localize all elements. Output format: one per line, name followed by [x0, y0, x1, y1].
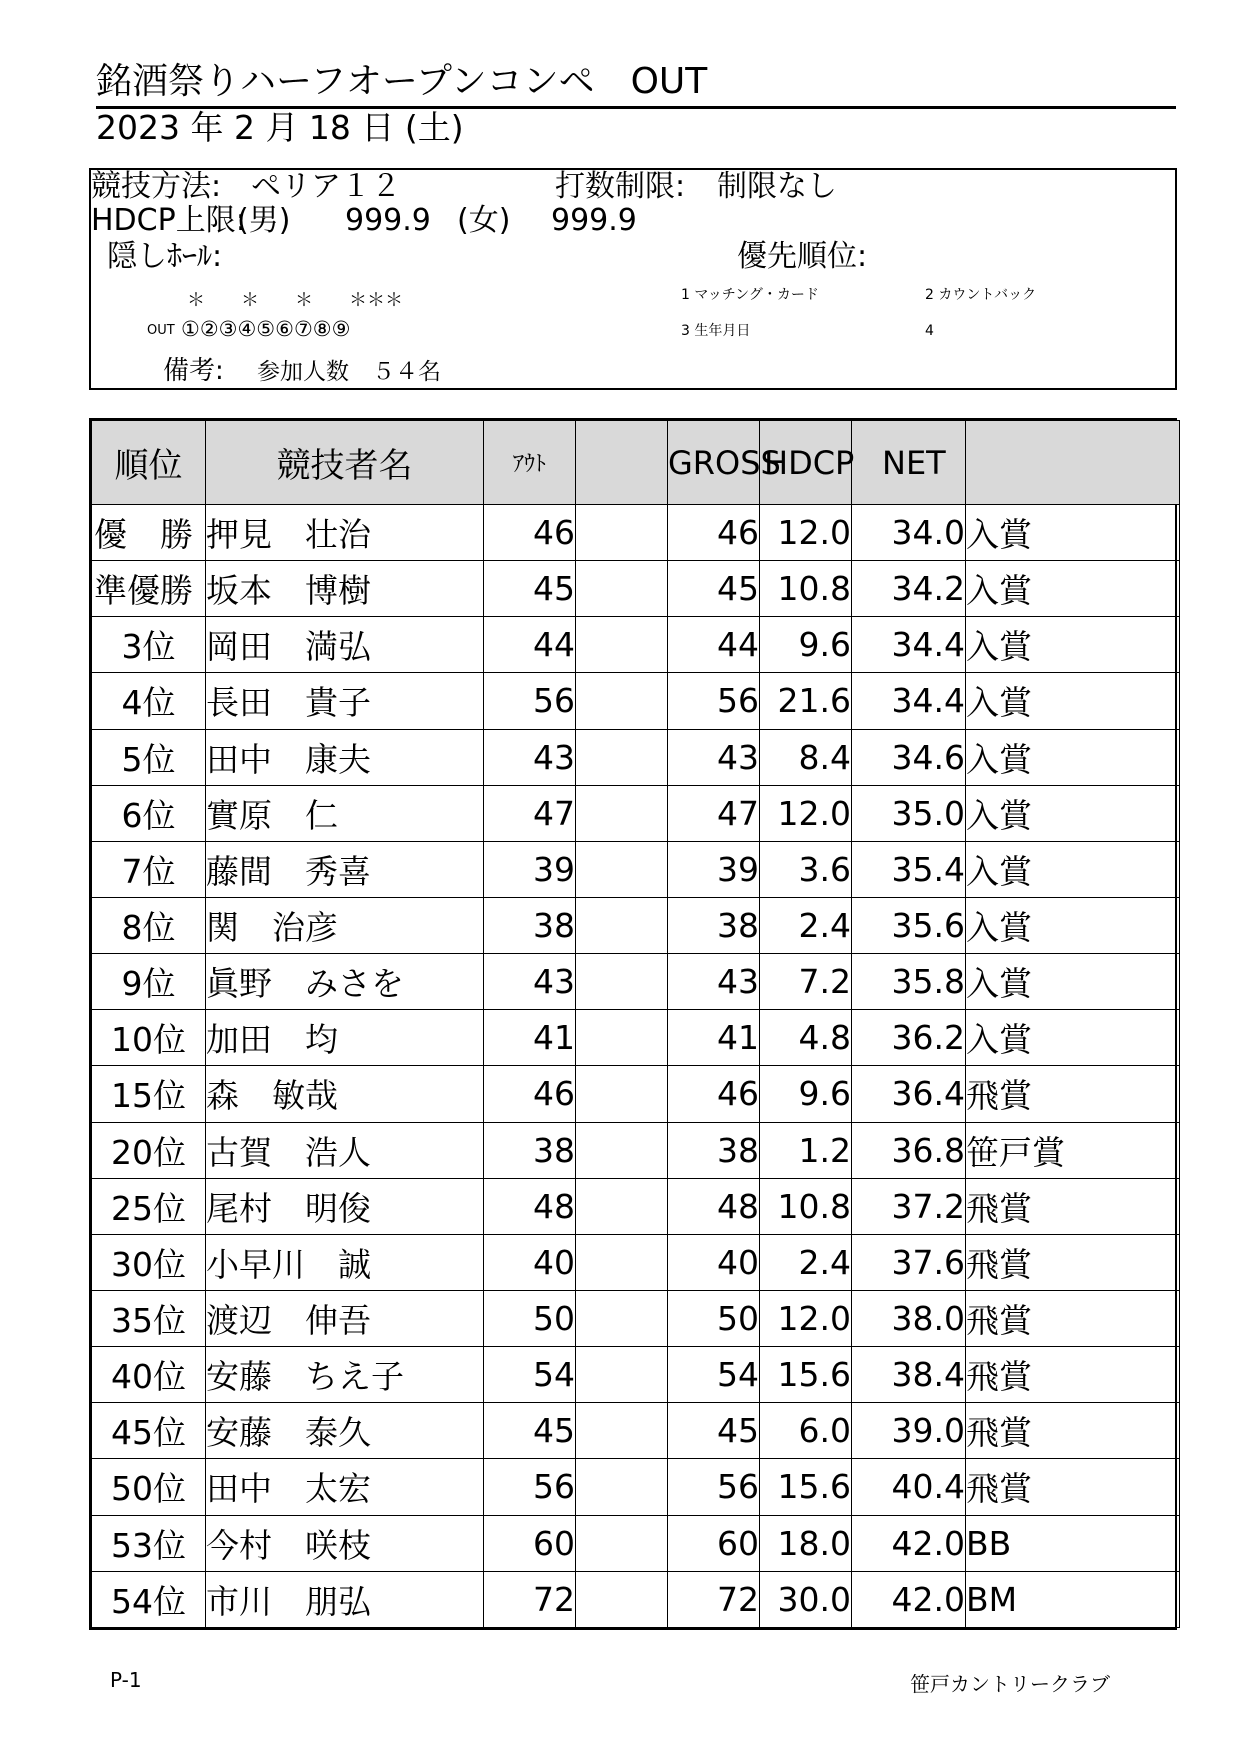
header-net: NET	[852, 421, 966, 505]
blank-cell	[576, 1571, 668, 1627]
award-cell: 入賞	[966, 729, 1180, 785]
award-cell: 入賞	[966, 841, 1180, 897]
out-score-cell: 43	[484, 954, 576, 1010]
hdcp-cell: 12.0	[760, 785, 852, 841]
net-cell: 37.6	[852, 1234, 966, 1290]
blank-cell	[576, 1347, 668, 1403]
event-date: 2023 年 2 月 18 日 (土)	[96, 108, 464, 147]
award-cell: BB	[966, 1515, 1180, 1571]
table-row	[92, 841, 1180, 897]
award-cell: 飛賞	[966, 1234, 1180, 1290]
gross-cell: 44	[668, 617, 760, 673]
header-name: 競技者名	[206, 421, 484, 505]
table-row	[92, 1066, 1180, 1122]
priority-label: 優先順位:	[737, 239, 868, 274]
blank-cell	[576, 505, 668, 561]
award-cell: 入賞	[966, 897, 1180, 953]
rank-cell: 4位	[92, 673, 206, 729]
rank-cell: 優 勝	[92, 505, 206, 561]
priority-1: 1 マッチング・カード	[681, 287, 819, 303]
name-cell: 市川 朋弘	[206, 1571, 484, 1627]
hdcp-cell: 1.2	[760, 1122, 852, 1178]
page-number: P-1	[110, 1668, 142, 1692]
out-score-cell: 47	[484, 785, 576, 841]
results-table	[91, 420, 1180, 1628]
award-cell: 入賞	[966, 505, 1180, 561]
gross-cell: 56	[668, 1459, 760, 1515]
name-cell: 渡辺 伸吾	[206, 1290, 484, 1346]
name-cell: 田中 康夫	[206, 729, 484, 785]
net-cell: 40.4	[852, 1459, 966, 1515]
blank-cell	[576, 841, 668, 897]
table-row	[92, 505, 1180, 561]
hdcp-cell: 10.8	[760, 561, 852, 617]
rank-cell: 6位	[92, 785, 206, 841]
gross-cell: 39	[668, 841, 760, 897]
award-cell: 入賞	[966, 1010, 1180, 1066]
award-cell: BM	[966, 1571, 1180, 1627]
gross-cell: 50	[668, 1290, 760, 1346]
table-row	[92, 673, 1180, 729]
club-name: 笹戸カントリークラブ	[910, 1672, 1110, 1696]
award-cell: 入賞	[966, 617, 1180, 673]
rank-cell: 53位	[92, 1515, 206, 1571]
out-course-label: OUT	[147, 323, 175, 338]
blank-cell	[576, 561, 668, 617]
name-cell: 藤間 秀喜	[206, 841, 484, 897]
name-cell: 岡田 満弘	[206, 617, 484, 673]
out-score-cell: 41	[484, 1010, 576, 1066]
award-cell: 入賞	[966, 954, 1180, 1010]
award-cell: 飛賞	[966, 1403, 1180, 1459]
hdcp-cell: 3.6	[760, 841, 852, 897]
blank-cell	[576, 954, 668, 1010]
gross-cell: 41	[668, 1010, 760, 1066]
table-row	[92, 1515, 1180, 1571]
gross-cell: 46	[668, 1066, 760, 1122]
hdcp-cell: 12.0	[760, 505, 852, 561]
hdcp-cell: 12.0	[760, 1290, 852, 1346]
hdcp-cell: 30.0	[760, 1571, 852, 1627]
out-score-cell: 54	[484, 1347, 576, 1403]
priority-4: 4	[925, 323, 934, 339]
rank-cell: 15位	[92, 1066, 206, 1122]
document-title: 銘酒祭りハーフオープンコンペ OUT	[96, 60, 1176, 109]
name-cell: 眞野 みさを	[206, 954, 484, 1010]
name-cell: 古賀 浩人	[206, 1122, 484, 1178]
hdcp-cell: 8.4	[760, 729, 852, 785]
method-label: 競技方法:	[91, 169, 222, 204]
hdcp-cell: 15.6	[760, 1347, 852, 1403]
rank-cell: 5位	[92, 729, 206, 785]
name-cell: 関 治彦	[206, 897, 484, 953]
rank-cell: 10位	[92, 1010, 206, 1066]
rank-cell: 7位	[92, 841, 206, 897]
limit-value: 制限なし	[717, 169, 837, 204]
award-cell: 入賞	[966, 673, 1180, 729]
hidden-hole-marks: ＊ ＊ ＊ ＊＊＊	[187, 290, 403, 311]
blank-cell	[576, 1178, 668, 1234]
out-score-cell: 38	[484, 1122, 576, 1178]
hdcp-cell: 2.4	[760, 1234, 852, 1290]
blank-cell	[576, 1234, 668, 1290]
blank-cell	[576, 729, 668, 785]
name-cell: 安藤 ちえ子	[206, 1347, 484, 1403]
name-cell: 森 敏哉	[206, 1066, 484, 1122]
out-score-cell: 38	[484, 897, 576, 953]
rank-cell: 45位	[92, 1403, 206, 1459]
award-cell: 飛賞	[966, 1178, 1180, 1234]
gross-cell: 38	[668, 1122, 760, 1178]
net-cell: 34.2	[852, 561, 966, 617]
name-cell: 長田 貴子	[206, 673, 484, 729]
table-row	[92, 617, 1180, 673]
blank-cell	[576, 1515, 668, 1571]
remarks-label: 備考:	[163, 356, 224, 386]
table-row	[92, 1178, 1180, 1234]
gross-cell: 40	[668, 1234, 760, 1290]
rank-cell: 25位	[92, 1178, 206, 1234]
remarks-value: 参加人数 ５４名	[257, 359, 441, 385]
net-cell: 35.0	[852, 785, 966, 841]
net-cell: 34.4	[852, 673, 966, 729]
gross-cell: 43	[668, 729, 760, 785]
out-score-cell: 60	[484, 1515, 576, 1571]
rank-cell: 9位	[92, 954, 206, 1010]
hdcp-female-label: (女)	[457, 203, 511, 238]
table-row	[92, 1459, 1180, 1515]
blank-cell	[576, 1066, 668, 1122]
blank-cell	[576, 1290, 668, 1346]
out-score-cell: 45	[484, 1403, 576, 1459]
blank-cell	[576, 897, 668, 953]
net-cell: 38.4	[852, 1347, 966, 1403]
net-cell: 34.0	[852, 505, 966, 561]
priority-2: 2 カウントバック	[925, 287, 1037, 303]
award-cell: 飛賞	[966, 1347, 1180, 1403]
competition-info-box	[89, 168, 1177, 390]
name-cell: 押見 壮治	[206, 505, 484, 561]
hdcp-male-label: (男)	[237, 203, 291, 238]
net-cell: 42.0	[852, 1571, 966, 1627]
out-score-cell: 48	[484, 1178, 576, 1234]
table-row	[92, 785, 1180, 841]
table-row	[92, 1010, 1180, 1066]
hdcp-female-value: 999.9	[551, 203, 637, 238]
out-score-cell: 50	[484, 1290, 576, 1346]
name-cell: 尾村 明俊	[206, 1178, 484, 1234]
table-row	[92, 954, 1180, 1010]
name-cell: 加田 均	[206, 1010, 484, 1066]
rank-cell: 8位	[92, 897, 206, 953]
blank-cell	[576, 785, 668, 841]
hdcp-cell: 21.6	[760, 673, 852, 729]
gross-cell: 45	[668, 1403, 760, 1459]
rank-cell: 35位	[92, 1290, 206, 1346]
table-row	[92, 1234, 1180, 1290]
rank-cell: 準優勝	[92, 561, 206, 617]
header-hdcp: HDCP	[760, 421, 852, 505]
gross-cell: 48	[668, 1178, 760, 1234]
net-cell: 36.8	[852, 1122, 966, 1178]
results-table-container	[89, 418, 1177, 1630]
gross-cell: 47	[668, 785, 760, 841]
name-cell: 實原 仁	[206, 785, 484, 841]
hdcp-cell: 10.8	[760, 1178, 852, 1234]
gross-cell: 54	[668, 1347, 760, 1403]
rank-cell: 54位	[92, 1571, 206, 1627]
header-out: ｱｳﾄ	[484, 421, 576, 505]
hdcp-label: HDCP上限:	[91, 203, 246, 238]
hdcp-male-value: 999.9	[345, 203, 431, 238]
name-cell: 小早川 誠	[206, 1234, 484, 1290]
hdcp-cell: 9.6	[760, 617, 852, 673]
gross-cell: 72	[668, 1571, 760, 1627]
name-cell: 田中 太宏	[206, 1459, 484, 1515]
net-cell: 39.0	[852, 1403, 966, 1459]
net-cell: 36.4	[852, 1066, 966, 1122]
net-cell: 34.4	[852, 617, 966, 673]
gross-cell: 45	[668, 561, 760, 617]
hdcp-cell: 15.6	[760, 1459, 852, 1515]
net-cell: 42.0	[852, 1515, 966, 1571]
header-gross: GROSS	[668, 421, 760, 505]
name-cell: 今村 咲枝	[206, 1515, 484, 1571]
net-cell: 34.6	[852, 729, 966, 785]
rank-cell: 40位	[92, 1347, 206, 1403]
hdcp-cell: 18.0	[760, 1515, 852, 1571]
gross-cell: 46	[668, 505, 760, 561]
net-cell: 36.2	[852, 1010, 966, 1066]
rank-cell: 30位	[92, 1234, 206, 1290]
table-row	[92, 561, 1180, 617]
hidden-holes-label: 隠しﾎｰﾙ:	[107, 239, 223, 274]
header-blank	[576, 421, 668, 505]
priority-3: 3 生年月日	[681, 323, 751, 339]
award-cell: 笹戸賞	[966, 1122, 1180, 1178]
net-cell: 35.6	[852, 897, 966, 953]
out-score-cell: 56	[484, 673, 576, 729]
award-cell: 飛賞	[966, 1290, 1180, 1346]
method-value: ペリア１２	[251, 169, 401, 204]
award-cell: 入賞	[966, 561, 1180, 617]
header-rank: 順位	[92, 421, 206, 505]
gross-cell: 43	[668, 954, 760, 1010]
hdcp-cell: 7.2	[760, 954, 852, 1010]
out-score-cell: 46	[484, 505, 576, 561]
blank-cell	[576, 1010, 668, 1066]
award-cell: 飛賞	[966, 1459, 1180, 1515]
table-row	[92, 1403, 1180, 1459]
rank-cell: 3位	[92, 617, 206, 673]
hdcp-cell: 2.4	[760, 897, 852, 953]
award-cell: 飛賞	[966, 1066, 1180, 1122]
gross-cell: 60	[668, 1515, 760, 1571]
out-score-cell: 56	[484, 1459, 576, 1515]
blank-cell	[576, 617, 668, 673]
net-cell: 35.4	[852, 841, 966, 897]
blank-cell	[576, 1459, 668, 1515]
hdcp-cell: 4.8	[760, 1010, 852, 1066]
hdcp-cell: 9.6	[760, 1066, 852, 1122]
table-header-row	[92, 421, 1180, 505]
gross-cell: 38	[668, 897, 760, 953]
blank-cell	[576, 673, 668, 729]
table-row	[92, 1347, 1180, 1403]
name-cell: 坂本 博樹	[206, 561, 484, 617]
table-row	[92, 1571, 1180, 1627]
table-row	[92, 897, 1180, 953]
award-cell: 入賞	[966, 785, 1180, 841]
table-row	[92, 729, 1180, 785]
rank-cell: 20位	[92, 1122, 206, 1178]
header-award	[966, 421, 1180, 505]
table-row	[92, 1122, 1180, 1178]
hdcp-cell: 6.0	[760, 1403, 852, 1459]
name-cell: 安藤 泰久	[206, 1403, 484, 1459]
out-score-cell: 46	[484, 1066, 576, 1122]
net-cell: 35.8	[852, 954, 966, 1010]
out-score-cell: 39	[484, 841, 576, 897]
out-score-cell: 40	[484, 1234, 576, 1290]
rank-cell: 50位	[92, 1459, 206, 1515]
out-score-cell: 44	[484, 617, 576, 673]
out-score-cell: 72	[484, 1571, 576, 1627]
hole-numbers: ①②③④⑤⑥⑦⑧⑨	[181, 317, 351, 341]
out-score-cell: 45	[484, 561, 576, 617]
limit-label: 打数制限:	[555, 169, 686, 204]
out-score-cell: 43	[484, 729, 576, 785]
net-cell: 38.0	[852, 1290, 966, 1346]
table-row	[92, 1290, 1180, 1346]
gross-cell: 56	[668, 673, 760, 729]
blank-cell	[576, 1403, 668, 1459]
net-cell: 37.2	[852, 1178, 966, 1234]
blank-cell	[576, 1122, 668, 1178]
